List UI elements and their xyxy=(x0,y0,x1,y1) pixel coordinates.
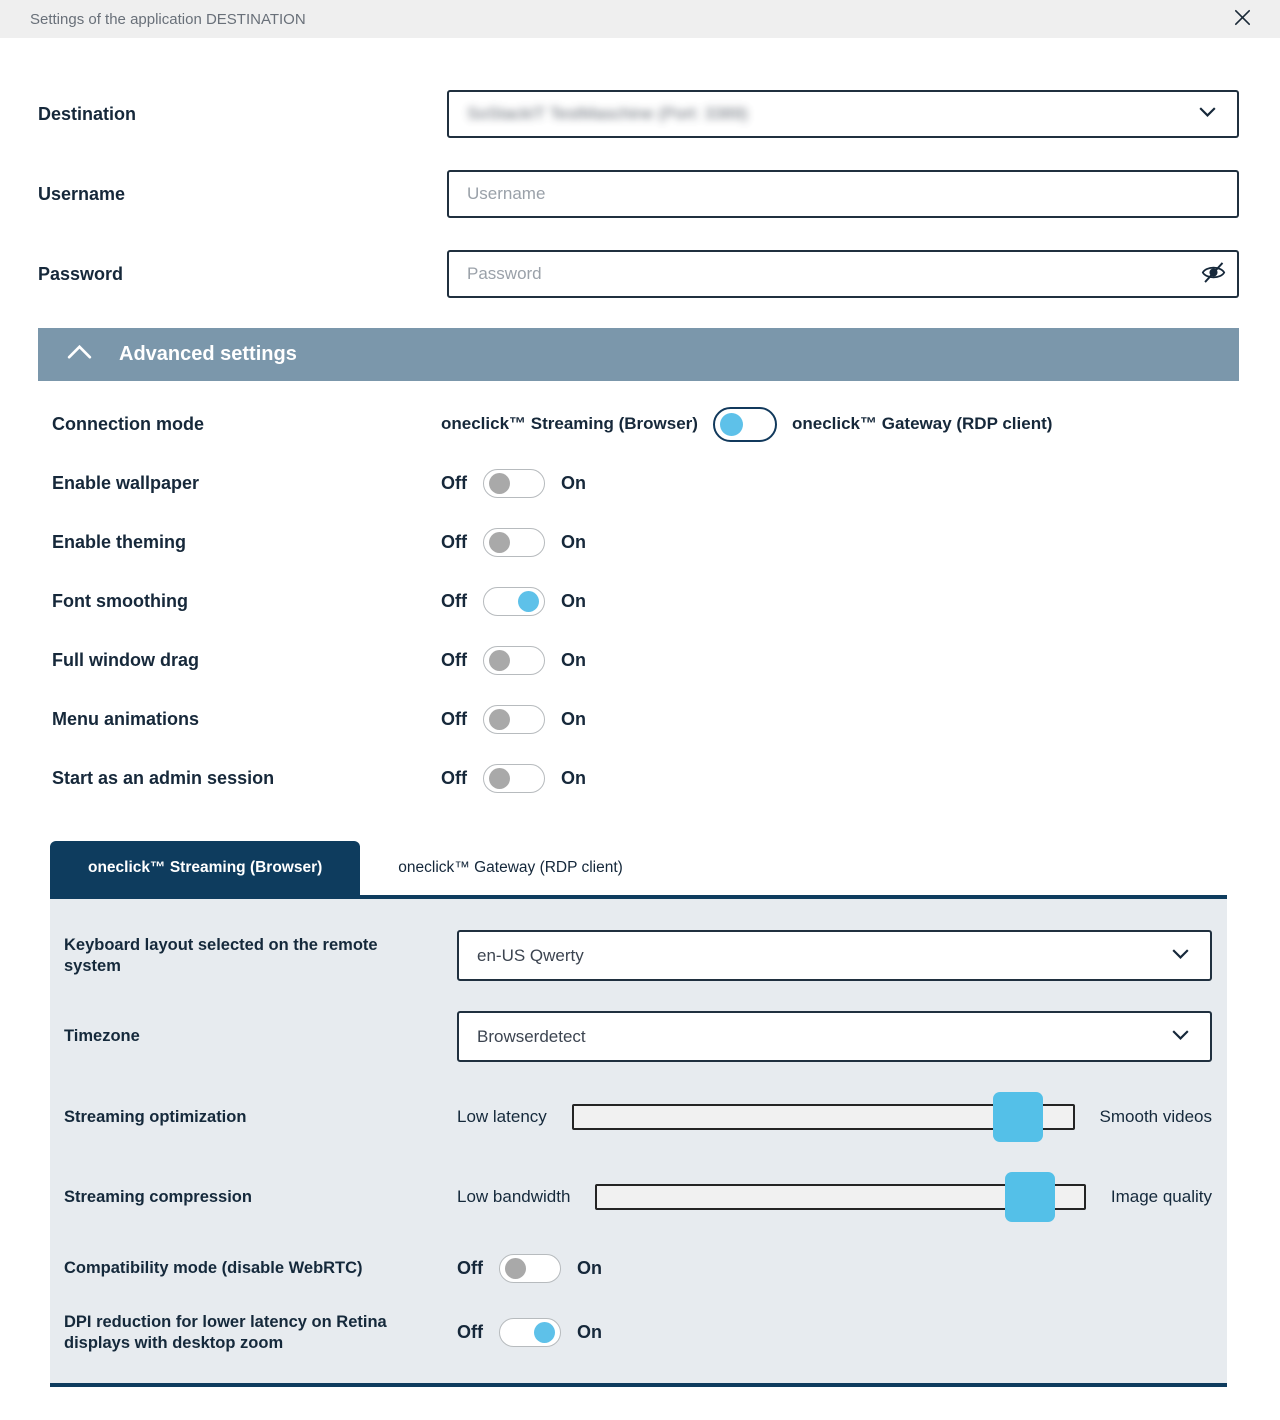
dpi-reduction-toggle[interactable] xyxy=(499,1318,561,1347)
timezone-select[interactable] xyxy=(457,1011,1212,1062)
password-row xyxy=(38,250,1239,298)
off-label: Off xyxy=(441,590,467,611)
username-input[interactable] xyxy=(447,170,1239,218)
toggle-row-full-window-drag xyxy=(38,642,1239,678)
off-label: Off xyxy=(457,1257,483,1278)
connection-mode-label: Connection mode xyxy=(52,413,204,434)
destination-select[interactable] xyxy=(447,90,1239,138)
toggle-knob xyxy=(489,650,510,671)
slider-min-label: Low bandwidth xyxy=(457,1187,571,1206)
connection-settings-tabs xyxy=(50,841,1227,1387)
tab-gateway-rdp[interactable]: oneclick™ Gateway (RDP client) xyxy=(398,859,623,876)
slider-min-label: Low latency xyxy=(457,1107,547,1126)
font-smoothing-label: Font smoothing xyxy=(52,590,188,611)
toggle-knob xyxy=(489,532,510,553)
enable-theming-toggle[interactable] xyxy=(483,528,545,557)
on-label: On xyxy=(561,649,586,670)
menu-animations-toggle[interactable] xyxy=(483,705,545,734)
toggle-knob xyxy=(505,1258,526,1279)
connection-mode-toggle[interactable] xyxy=(713,407,777,442)
keyboard-layout-value: en-US Qwerty xyxy=(477,945,584,965)
titlebar xyxy=(0,0,1280,38)
tab-streaming-browser[interactable]: oneclick™ Streaming (Browser) xyxy=(50,841,360,895)
toggle-row-enable-wallpaper xyxy=(38,465,1239,501)
connection-mode-row xyxy=(38,406,1239,442)
toggle-knob xyxy=(534,1322,555,1343)
chevron-down-icon xyxy=(1167,940,1194,972)
slider-thumb[interactable] xyxy=(993,1092,1043,1142)
compatibility-mode-label: Compatibility mode (disable WebRTC) xyxy=(64,1258,363,1277)
window-title: Settings of the application DESTINATION xyxy=(30,10,306,28)
enable-wallpaper-toggle[interactable] xyxy=(483,469,545,498)
admin-session-label: Start as an admin session xyxy=(52,767,275,788)
destination-row xyxy=(38,90,1239,138)
full-window-drag-label: Full window drag xyxy=(52,649,199,670)
close-button[interactable] xyxy=(1231,6,1254,32)
streaming-optimization-slider[interactable] xyxy=(572,1104,1075,1130)
font-smoothing-toggle[interactable] xyxy=(483,587,545,616)
chevron-down-icon xyxy=(1194,98,1221,130)
dpi-reduction-row xyxy=(64,1312,1212,1353)
settings-dialog xyxy=(0,90,1280,1387)
toggle-row-admin-session xyxy=(38,760,1239,796)
on-label: On xyxy=(561,531,586,552)
enable-theming-label: Enable theming xyxy=(52,531,187,552)
slider-thumb[interactable] xyxy=(1005,1172,1055,1222)
toggle-row-enable-theming xyxy=(38,524,1239,560)
on-label: On xyxy=(577,1257,602,1278)
admin-session-toggle[interactable] xyxy=(483,764,545,793)
toggle-row-font-smoothing xyxy=(38,583,1239,619)
keyboard-layout-select[interactable] xyxy=(457,930,1212,981)
keyboard-layout-label: Keyboard layout selected on the remote system xyxy=(64,935,378,975)
off-label: Off xyxy=(441,649,467,670)
off-label: Off xyxy=(441,708,467,729)
on-label: On xyxy=(577,1322,602,1343)
password-visibility-button[interactable] xyxy=(1200,259,1227,289)
full-window-drag-toggle[interactable] xyxy=(483,646,545,675)
off-label: Off xyxy=(441,531,467,552)
off-label: Off xyxy=(441,472,467,493)
dpi-reduction-label: DPI reduction for lower latency on Retina displays with desktop zoom xyxy=(64,1313,387,1352)
streaming-optimization-row xyxy=(64,1092,1212,1142)
streaming-compression-label: Streaming compression xyxy=(64,1187,252,1206)
connection-mode-option-streaming[interactable]: oneclick™ Streaming (Browser) xyxy=(441,414,698,433)
compatibility-mode-toggle[interactable] xyxy=(499,1254,561,1283)
chevron-down-icon xyxy=(1167,1021,1194,1053)
streaming-compression-row xyxy=(64,1172,1212,1222)
streaming-settings-panel xyxy=(50,895,1227,1387)
password-label: Password xyxy=(38,263,124,284)
streaming-optimization-label: Streaming optimization xyxy=(64,1107,247,1126)
timezone-label: Timezone xyxy=(64,1027,140,1046)
advanced-settings-title: Advanced settings xyxy=(119,343,297,365)
username-label: Username xyxy=(38,183,126,204)
off-label: Off xyxy=(457,1322,483,1343)
eye-off-icon xyxy=(1200,259,1227,289)
toggle-row-menu-animations xyxy=(38,701,1239,737)
compatibility-mode-row xyxy=(64,1250,1212,1286)
destination-value: SoStackIT TestMaschine (Port: 3389) xyxy=(467,104,748,123)
chevron-up-icon xyxy=(65,342,94,367)
menu-animations-label: Menu animations xyxy=(52,708,200,729)
toggle-knob xyxy=(489,709,510,730)
timezone-row xyxy=(64,1011,1212,1062)
timezone-value: Browserdetect xyxy=(477,1026,586,1046)
connection-mode-option-gateway[interactable]: oneclick™ Gateway (RDP client) xyxy=(791,414,1053,433)
off-label: Off xyxy=(441,767,467,788)
close-icon xyxy=(1231,6,1254,32)
advanced-settings-header[interactable] xyxy=(38,328,1239,381)
on-label: On xyxy=(561,472,586,493)
on-label: On xyxy=(561,767,586,788)
password-input[interactable] xyxy=(447,250,1239,298)
username-row xyxy=(38,170,1239,218)
slider-max-label: Smooth videos xyxy=(1099,1107,1212,1126)
streaming-compression-slider[interactable] xyxy=(595,1184,1085,1210)
toggle-knob xyxy=(489,768,510,789)
destination-label: Destination xyxy=(38,103,137,124)
enable-wallpaper-label: Enable wallpaper xyxy=(52,472,200,493)
toggle-knob xyxy=(518,591,539,612)
on-label: On xyxy=(561,708,586,729)
on-label: On xyxy=(561,590,586,611)
keyboard-layout-row xyxy=(64,930,1212,981)
toggle-knob xyxy=(489,473,510,494)
toggle-knob xyxy=(720,413,743,436)
slider-max-label: Image quality xyxy=(1110,1187,1212,1206)
